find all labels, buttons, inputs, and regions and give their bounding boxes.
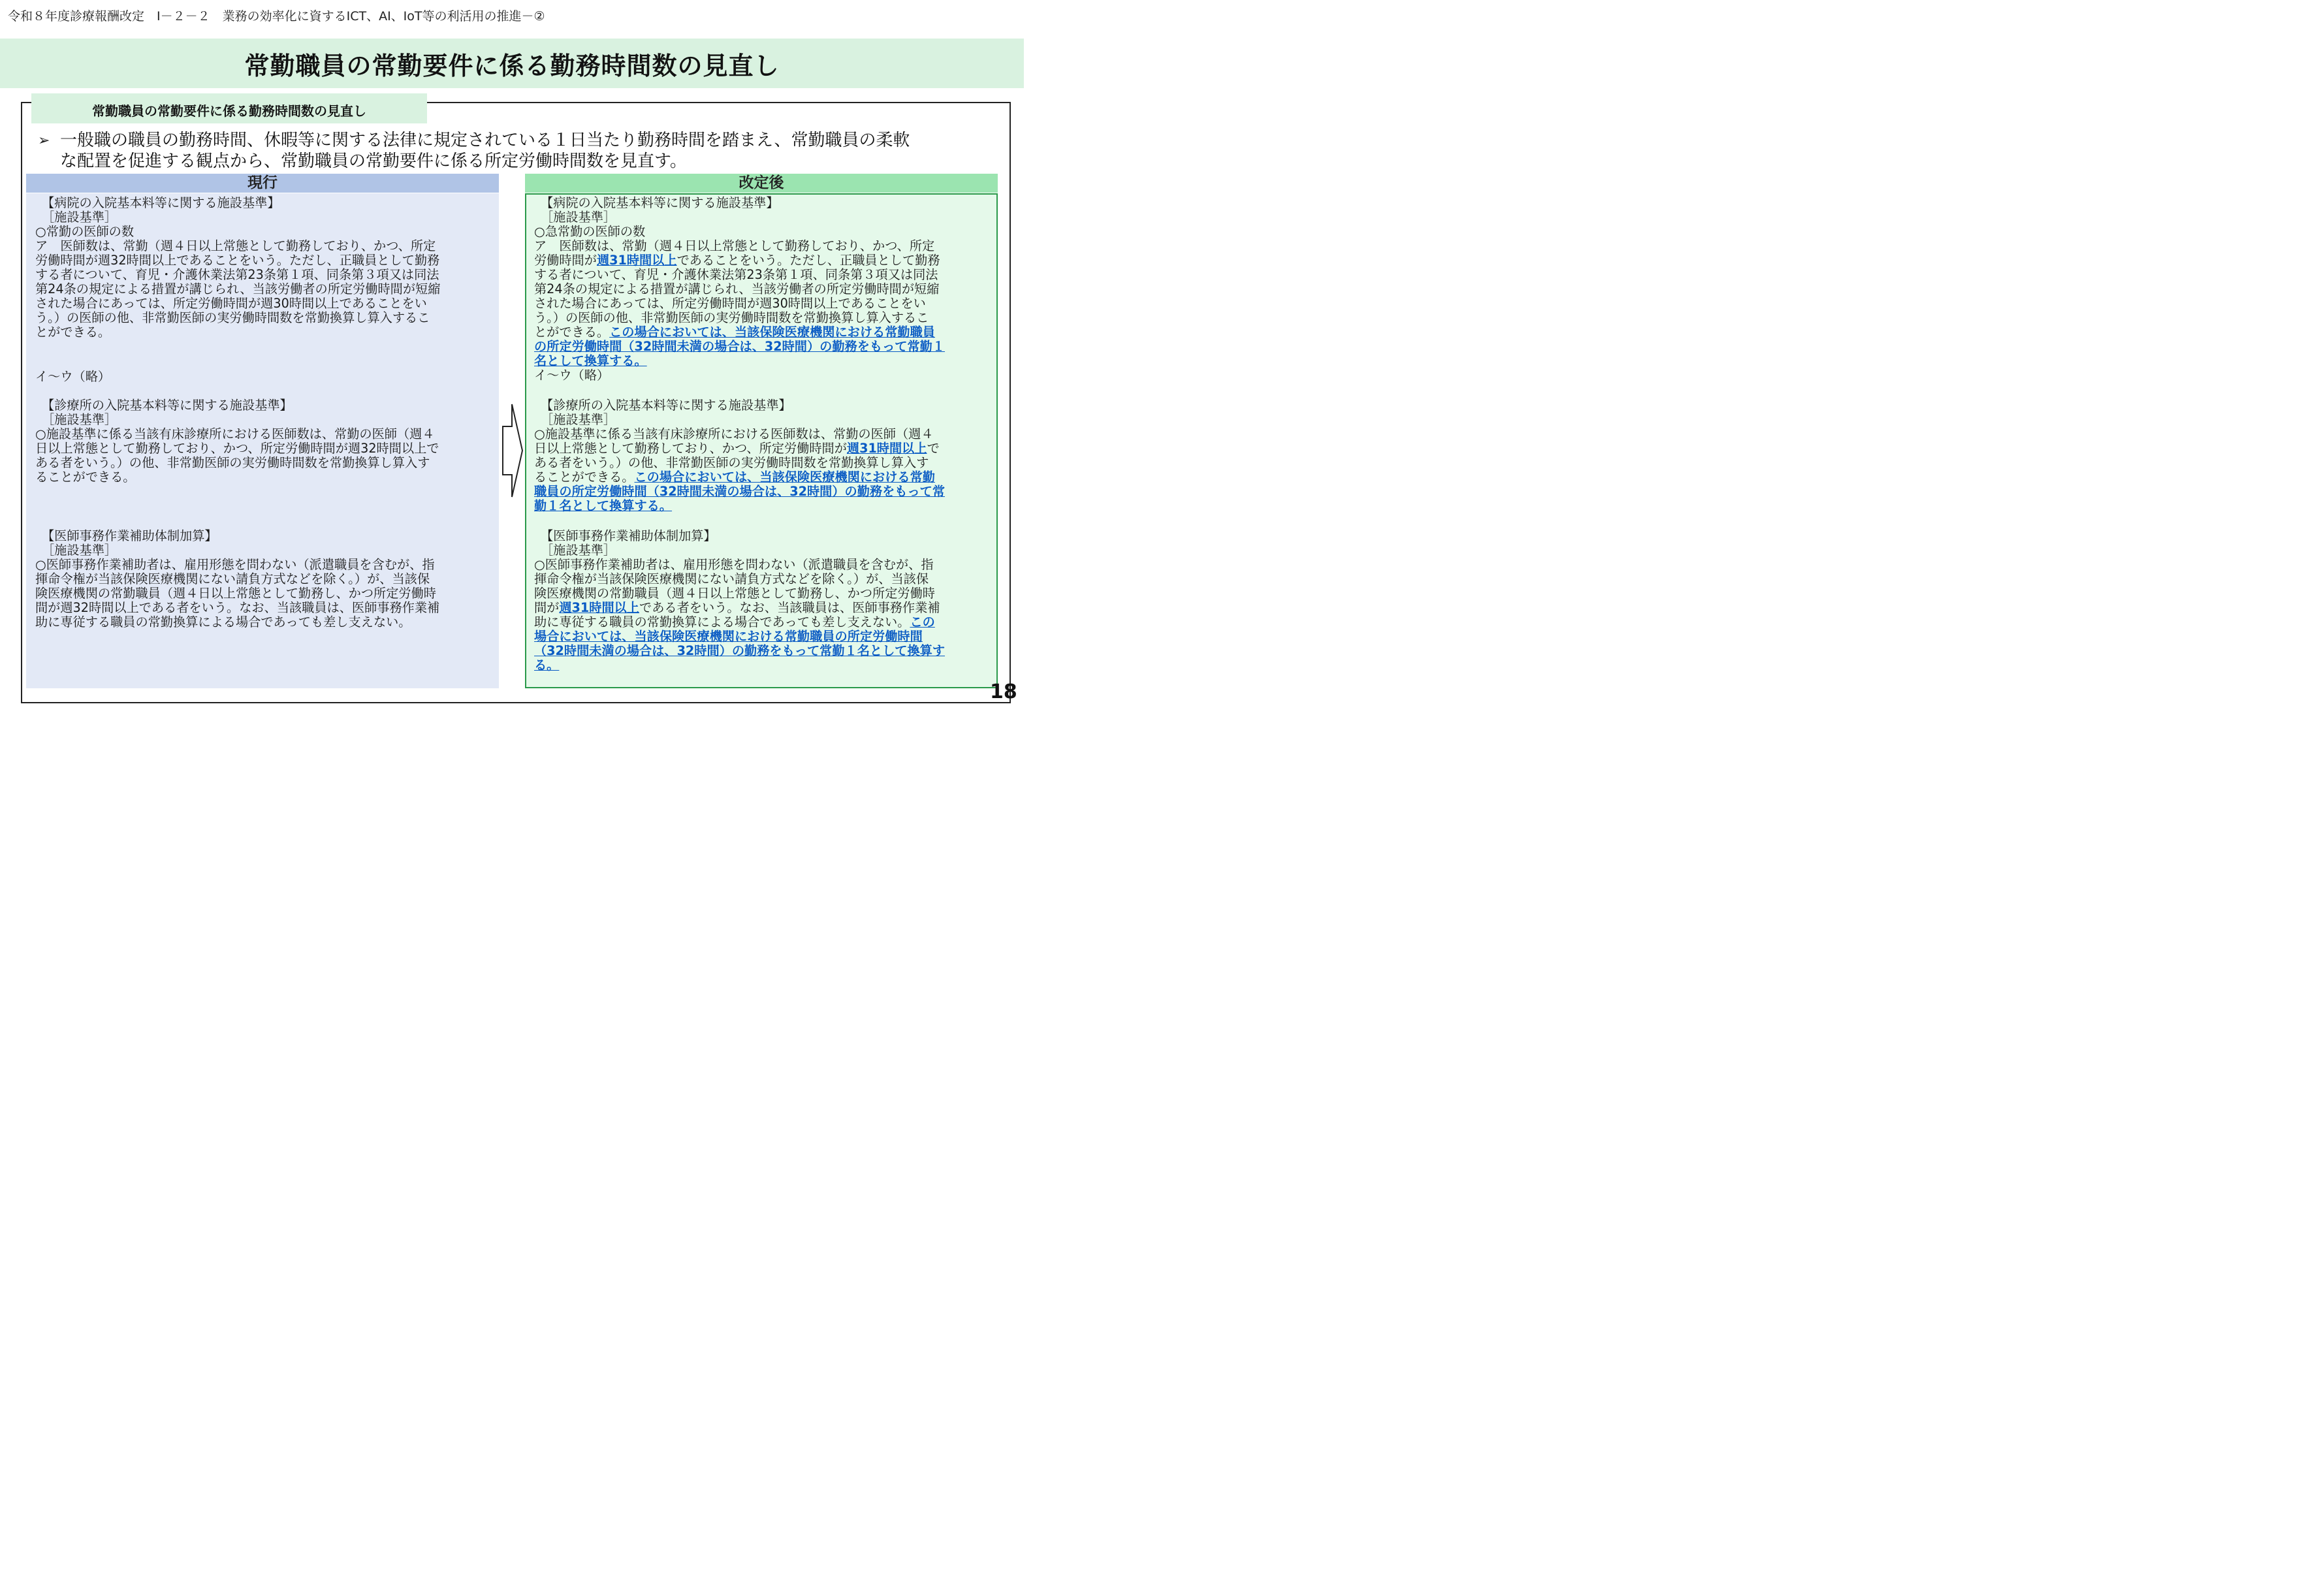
added-provision: この [910,614,935,630]
block-subheading: ［施設基準］ [42,210,118,225]
text-line: 揮命令権が当該保険医療機関にない請負方式などを除く。）が、当該保 [534,571,929,586]
revised-block-hospital-body [534,225,945,383]
text-line: された場合にあっては、所定労働時間が週30時間以上であることをい [534,296,926,311]
block-heading: 【診療所の入院基本料等に関する施設基準】 [541,398,791,413]
block-subheading: ［施設基準］ [42,412,118,427]
text-line [534,601,945,615]
block-subheading: ［施設基準］ [541,543,616,558]
current-block-clinic-body [35,427,439,485]
block-heading: 【病院の入院基本料等に関する施設基準】 [42,195,280,210]
text-line [534,441,945,456]
added-provision: 職員の所定労働時間（32時間未満の場合は、32時間）の勤務をもって常 [534,484,946,499]
added-provision: （32時間未満の場合は、32時間）の勤務をもって常勤１名として換算す [534,643,946,658]
text-line: 日以上常態として勤務しており、かつ、所定労働時間が週32時間以上で [35,441,439,456]
text-line: ある者をいう。）の他、非常勤医師の実労働時間数を常勤換算し算入す [534,455,929,470]
current-block-clinic [42,398,293,427]
added-provision: この場合においては、当該保険医療機関における常勤 [634,470,935,485]
added-provision: る。 [534,658,560,673]
summary-line: な配置を促進する観点から、常勤職員の常勤要件に係る所定労働時間数を見直す。 [60,152,687,171]
text-span: ることができる。 [534,470,635,485]
text-line: ○急常勤の医師の数 [534,224,646,239]
revised-header: 改定後 [739,174,784,191]
text-line [534,615,945,630]
revised-block-clinic [541,398,791,427]
revised-block-clerk [541,529,716,558]
revised-block-clerk-body [534,558,945,673]
abbreviation-note: イ～ウ（略） [35,369,111,384]
text-line: ○施設基準に係る当該有床診療所における医師数は、常勤の医師（週４ [35,426,435,441]
text-line: ア 医師数は、常勤（週４日以上常態として勤務しており、かつ、所定 [534,238,935,253]
block-heading: 【医師事務作業補助体制加算】 [42,528,217,543]
section-tab-label: 常勤職員の常勤要件に係る勤務時間数の見直し [92,103,366,119]
text-span: である者をいう。なお、当該職員は、医師事務作業補 [639,600,940,615]
revised-block-hospital [541,196,779,225]
text-line: 揮命令権が当該保険医療機関にない請負方式などを除く。）が、当該保 [35,571,430,586]
text-line: とができる。 [35,325,111,340]
block-heading: 【診療所の入院基本料等に関する施設基準】 [42,398,293,413]
text-line: する者について、育児・介護休業法第23条第１項、同条第３項又は同法 [35,267,439,282]
text-span: 日以上常態として勤務しており、かつ、所定労働時間が [534,441,847,456]
added-provision: の所定労働時間（32時間未満の場合は、32時間）の勤務をもって常勤１ [534,339,946,354]
text-line [534,470,945,485]
summary-bullet [60,130,1000,172]
bullet-arrow-icon: ➢ [38,133,50,149]
summary-line: 一般職の職員の勤務時間、休暇等に関する法律に規定されている１日当たり勤務時間を踏まえ、常勤職員の柔軟 [60,131,910,150]
text-span: 労働時間が [534,253,597,268]
text-line: ○常勤の医師の数 [35,224,135,239]
arrow-right-icon [501,402,524,500]
current-block-hospital [42,196,280,225]
block-heading: 【医師事務作業補助体制加算】 [541,528,716,543]
revised-hours-highlight: 週31時間以上 [846,441,927,456]
text-line: ある者をいう。）の他、非常勤医師の実労働時間数を常勤換算し算入す [35,455,430,470]
current-block-hospital-body [35,225,440,340]
abbreviation-note: イ～ウ（略） [534,368,610,383]
text-line [534,325,945,340]
block-heading: 【病院の入院基本料等に関する施設基準】 [541,195,779,210]
text-line: する者について、育児・介護休業法第23条第１項、同条第３項又は同法 [534,267,938,282]
page-title: 常勤職員の常勤要件に係る勤務時間数の見直し [244,52,780,80]
current-header: 現行 [247,174,278,191]
added-provision: 勤１名として換算する。 [534,498,673,513]
text-line: 険医療機関の常勤職員（週４日以上常態として勤務し、かつ所定労働時 [534,586,935,601]
text-line: ○医師事務作業補助者は、雇用形態を問わない（派遣職員を含むが、指 [35,557,435,572]
text-line: う。）の医師の他、非常勤医師の実労働時間数を常勤換算し算入するこ [534,310,929,325]
text-line: 間が週32時間以上である者をいう。なお、当該職員は、医師事務作業補 [35,600,440,615]
block-subheading: ［施設基準］ [541,412,616,427]
current-block-clerk-body [35,558,439,630]
text-line: ることができる。 [35,470,136,485]
text-line: ○施設基準に係る当該有床診療所における医師数は、常勤の医師（週４ [534,426,934,441]
text-span: で [927,441,940,456]
revised-block-clinic-body [534,427,945,513]
header-breadcrumb: 令和８年度診療報酬改定 Ⅰ－２－２ 業務の効率化に資するICT、AI、IoT等の利活用の推進－② [8,9,545,24]
current-block-clerk [42,529,217,558]
text-line: ア 医師数は、常勤（週４日以上常態として勤務しており、かつ、所定 [35,238,436,253]
text-line: 険医療機関の常勤職員（週４日以上常態として勤務し、かつ所定労働時 [35,586,436,601]
text-line: う。）の医師の他、非常勤医師の実労働時間数を常勤換算し算入するこ [35,310,430,325]
text-line: 助に専従する職員の常勤換算による場合であっても差し支えない。 [35,614,411,630]
text-span: とができる。 [534,325,610,340]
added-provision: 場合においては、当該保険医療機関における常勤職員の所定労働時間 [534,629,923,644]
block-subheading: ［施設基準］ [42,543,118,558]
text-line: 労働時間が週32時間以上であることをいう。ただし、正職員として勤務 [35,253,440,268]
text-line [534,253,945,268]
added-provision: この場合においては、当該保険医療機関における常勤職員 [609,325,935,340]
added-provision: 名として換算する。 [534,353,647,368]
page-number: 18 [990,680,1017,703]
revised-hours-highlight: 週31時間以上 [596,253,677,268]
text-line: ○医師事務作業補助者は、雇用形態を問わない（派遣職員を含むが、指 [534,557,934,572]
text-span: 助に専従する職員の常勤換算による場合であっても差し支えない。 [534,614,910,630]
revised-hours-highlight: 週31時間以上 [559,600,640,615]
text-line: された場合にあっては、所定労働時間が週30時間以上であることをい [35,296,427,311]
text-line: 第24条の規定による措置が講じられ、当該労働者の所定労働時間が短縮 [35,281,441,296]
text-line: 第24条の規定による措置が講じられ、当該労働者の所定労働時間が短縮 [534,281,940,296]
block-subheading: ［施設基準］ [541,210,616,225]
text-span: であることをいう。ただし、正職員として勤務 [676,253,940,268]
text-span: 間が [534,600,560,615]
